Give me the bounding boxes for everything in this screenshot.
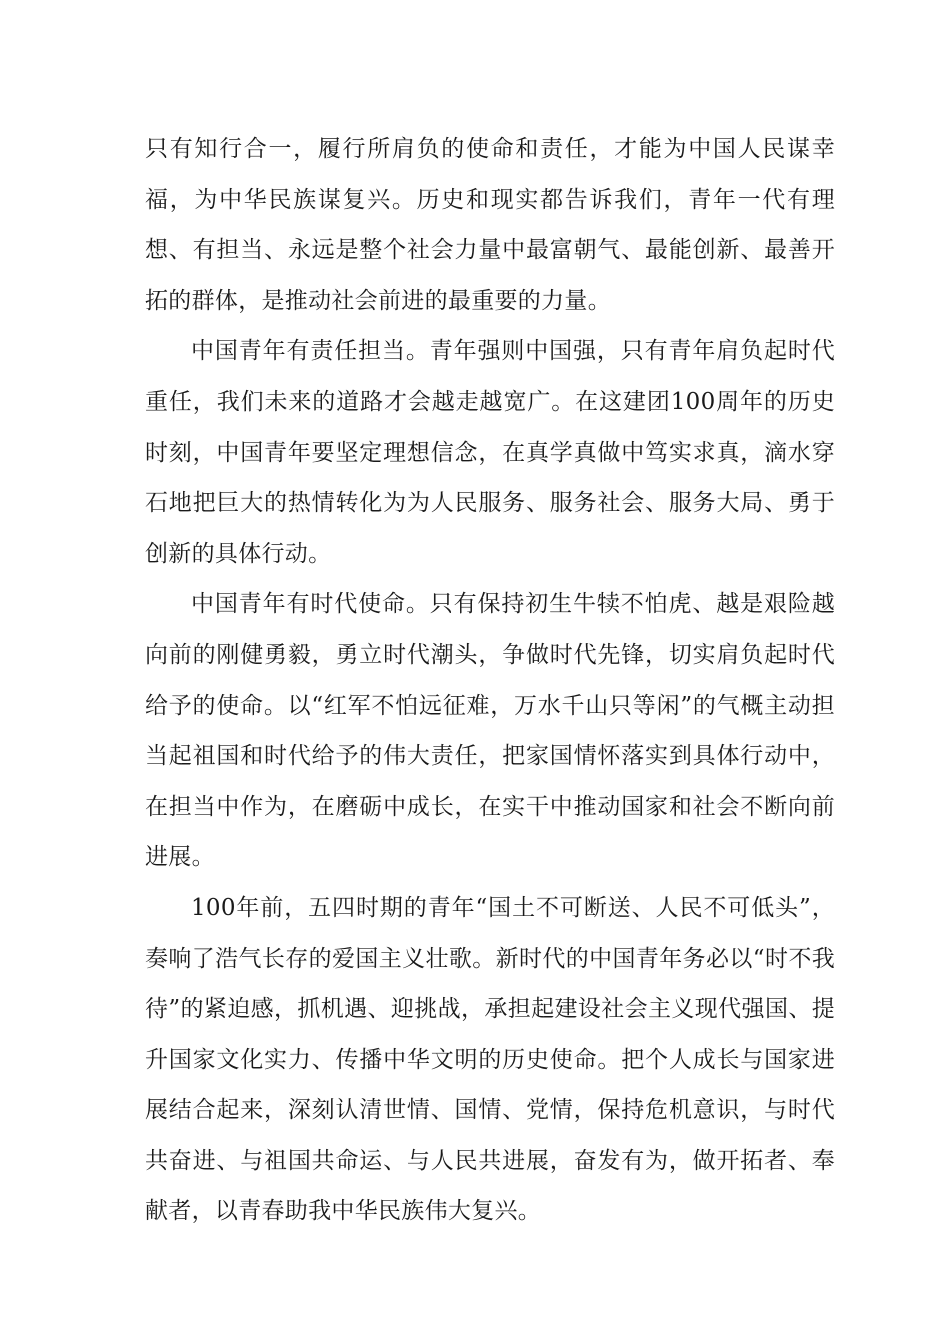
paragraph-3: 中国青年有时代使命。只有保持初生牛犊不怕虎、越是艰险越向前的刚健勇毅，勇立时代潮头，争做时代先锋，切实肩负起时代给予的使命。以“红军不怕远征难，万水千山只等闲”的气概主动担当起祖国和时代给予的伟大责任，把家国情怀落实到具体行动中，在担当中作为，在磨砺中成长，在实干中推动国家和社会不断向前进展。	[145, 591, 835, 871]
paragraph-4: 100年前，五四时期的青年“国土不可断送、人民不可低头”，奏响了浩气长存的爱国主义壮歌。新时代的中国青年务必以“时不我待”的紧迫感，抓机遇、迎挑战，承担起建设社会主义现代强国、提升国家文化实力、传播中华文明的历史使命。把个人成长与国家进展结合起来，深刻认清世情、国情、党情，保持危机意识，与时代共奋进、与祖国共命运、与人民共进展，奋发有为，做开拓者、奉献者，以青春助我中华民族伟大复兴。	[145, 894, 835, 1225]
document-body	[145, 124, 835, 1237]
paragraph-2: 中国青年有责任担当。青年强则中国强，只有青年肩负起时代重任，我们未来的道路才会越走越宽广。在这建团100周年的历史时刻，中国青年要坚定理想信念，在真学真做中笃实求真，滴水穿石地把巨大的热情转化为为人民服务、服务社会、服务大局、勇于创新的具体行动。	[145, 338, 835, 567]
paragraph-1: 只有知行合一，履行所肩负的使命和责任，才能为中国人民谋幸福，为中华民族谋复兴。历史和现实都告诉我们，青年一代有理想、有担当、永远是整个社会力量中最富朝气、最能创新、最善开拓的群体，是推动社会前进的最重要的力量。	[145, 136, 835, 314]
